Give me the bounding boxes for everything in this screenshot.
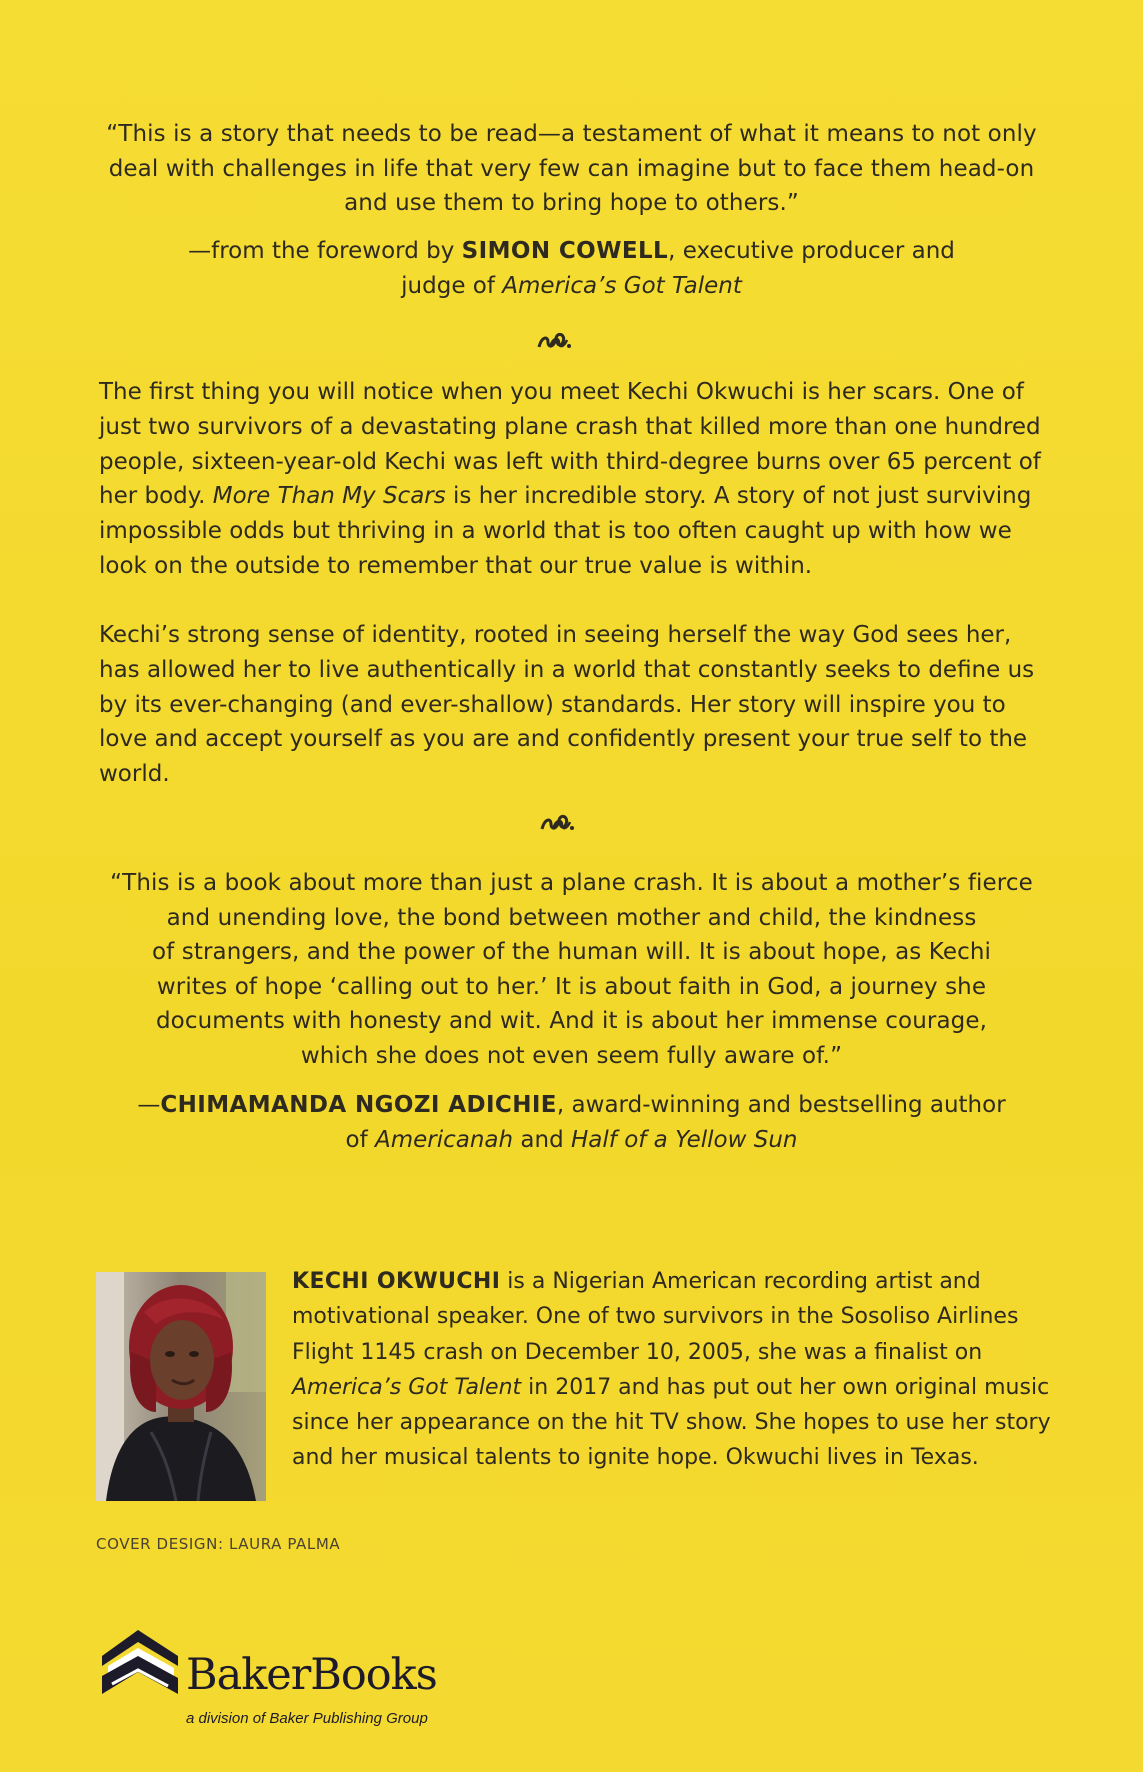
quote-line: and use them to bring hope to others.” [344, 190, 799, 216]
quote-line: which she does not even seem fully aware of.” [300, 1042, 843, 1069]
attrib-name: SIMON COWELL [461, 238, 669, 264]
attrib-name: CHIMAMANDA NGOZI ADICHIE [160, 1092, 557, 1118]
bio-line-rest: is a Nigerian American recording artist and [500, 1269, 981, 1294]
para-line: The first thing you will notice when you meet Kechi Okwuchi is her scars. One of [99, 379, 1024, 405]
fleuron-ornament-icon [536, 814, 576, 834]
para-line: look on the outside to remember that our true value is within. [99, 552, 813, 579]
para-line: impossible odds but thriving in a world that is too often caught up with how we [99, 518, 1012, 545]
para-line-suffix: is her incredible story. A story of not just surviving [445, 483, 1032, 510]
quote-line: documents with honesty and wit. And it is about her immense courage, [155, 1008, 988, 1034]
quote-line: and unending love, the bond between mother and child, the kindness [166, 904, 977, 931]
adichie-quote [100, 866, 1043, 1073]
fleuron-ornament-icon [533, 332, 573, 352]
book-title: Americanah [374, 1126, 514, 1153]
attrib-mid: , executive producer and [668, 238, 955, 264]
attrib-mid: , award-winning and bestselling author [556, 1092, 1006, 1118]
bio-line: since her appearance on the hit TV show. She hopes to use her story [292, 1410, 1051, 1436]
attrib-show: America’s Got Talent [502, 272, 742, 299]
description-paragraph-1 [99, 375, 1049, 584]
author-bio [292, 1264, 1072, 1476]
para-line: has allowed her to live authentically in a world that constantly seeks to define us [99, 656, 1035, 683]
attrib-prefix: —from the foreword by [188, 238, 462, 264]
para-line: just two survivors of a devastating plane crash that killed more than one hundred [99, 413, 1041, 440]
para-line: love and accept yourself as you are and confidently present your true self to the [99, 726, 1028, 753]
bio-line: Flight 1145 crash on December 10, 2005, she was a finalist on [292, 1339, 983, 1365]
cover-design-credit: COVER DESIGN: LAURA PALMA [96, 1535, 341, 1553]
author-name: KECHI OKWUCHI [292, 1269, 501, 1294]
quote-line: of strangers, and the power of the human will. It is about hope, as Kechi [151, 939, 992, 965]
book-title: Half of a Yellow Sun [571, 1126, 798, 1153]
description-paragraph-2 [99, 618, 1049, 792]
publisher-logo [96, 1622, 476, 1732]
show-title: America’s Got Talent [292, 1374, 522, 1400]
bio-line: and her musical talents to ignite hope. Okwuchi lives in Texas. [292, 1445, 979, 1471]
quote-line: deal with challenges in life that very few can imagine but to face them head-on [108, 155, 1035, 182]
para-line-prefix: her body. [99, 483, 213, 510]
quote-line: “This is a story that needs to be read—a testament of what it means to not only [106, 121, 1037, 147]
publisher-tagline: a division of Baker Publishing Group [186, 1710, 428, 1727]
baker-books-logo-icon [98, 1626, 182, 1696]
bio-line: motivational speaker. One of two survivors in the Sosoliso Airlines [292, 1304, 1019, 1330]
para-line: Kechi’s strong sense of identity, rooted in seeing herself the way God sees her, [99, 622, 1012, 648]
para-line: world. [99, 761, 170, 788]
adichie-attribution [100, 1088, 1043, 1157]
attrib-and: and [513, 1126, 572, 1153]
attrib-line2-prefix: of [345, 1126, 375, 1153]
author-portrait-image [96, 1272, 266, 1501]
publisher-name: BakerBooks [186, 1650, 437, 1700]
bio-line-rest: in 2017 and has put out her own original music [521, 1374, 1050, 1400]
attrib-line2-prefix: judge of [401, 272, 503, 299]
author-photo [96, 1272, 266, 1501]
para-line: by its ever-changing (and ever-shallow) standards. Her story will inspire you to [99, 691, 1006, 718]
attrib-dash: — [137, 1092, 161, 1118]
foreword-attribution [100, 234, 1043, 303]
foreword-quote [100, 117, 1043, 221]
quote-line: “This is a book about more than just a plane crash. It is about a mother’s fierce [110, 870, 1033, 896]
para-line: people, sixteen-year-old Kechi was left with third-degree burns over 65 percent of [99, 448, 1041, 475]
book-title: More Than My Scars [212, 483, 446, 510]
quote-line: writes of hope ‘calling out to her.’ It is about faith in God, a journey she [156, 973, 987, 1000]
